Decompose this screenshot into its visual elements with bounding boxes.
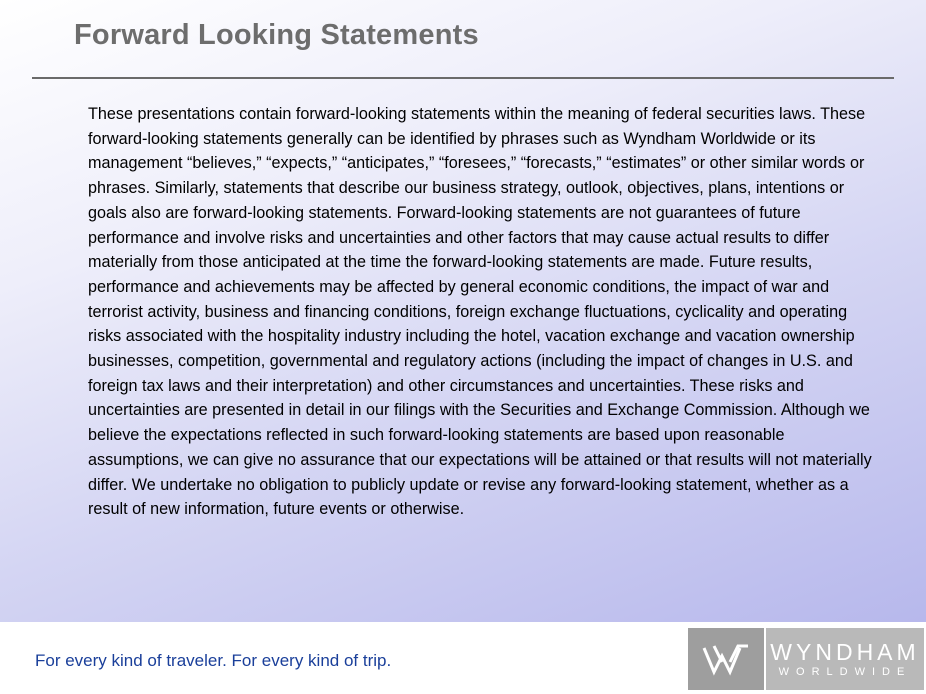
wyndham-w-icon [688, 628, 764, 690]
logo-subtitle: WORLDWIDE [778, 666, 912, 678]
title-divider [32, 77, 894, 79]
wyndham-logo [688, 628, 924, 690]
footer-tagline: For every kind of traveler. For every kind of trip. [35, 651, 392, 670]
logo-name: WYNDHAM [770, 639, 920, 665]
disclaimer-text: These presentations contain forward-looking statements within the meaning of federal securities laws. These forward-looking statements generally can be identified by phrases such as Wyndham Worldwide or its management “believes,” “expects,” “anticipates,” “foresees,” “forecasts,” “estimates” or other similar words or phrases. Similarly, statements that describe our business strategy, outlook, objectives, plans, intentions or goals also are forward-looking statements. Forward-looking statements are not guarantees of future performance and involve risks and uncertainties and other factors that may cause actual results to differ materially from those anticipated at the time the forward-looking statements are made. Future results, performance and achievements may be affected by general economic conditions, the impact of war and terrorist activity, business and financing conditions, foreign exchange fluctuations, cyclicality and operating risks associated with the hospitality industry including the hotel, vacation exchange and vacation ownership businesses, competition, governmental and regulatory actions (including the impact of changes in U.S. and foreign tax laws and their interpretation) and other circumstances and uncertainties. These risks and uncertainties are presented in detail in our filings with the Securities and Exchange Commission. Although we believe the expectations reflected in such forward-looking statements are based upon reasonable assumptions, we can give no assurance that our expectations will be attained or that results will not materially differ. We undertake no obligation to publicly update or revise any forward-looking statement, whether as a result of new information, future events or otherwise. [88, 105, 872, 519]
slide-title: Forward Looking Statements [74, 19, 479, 51]
logo-wordmark [766, 628, 924, 690]
